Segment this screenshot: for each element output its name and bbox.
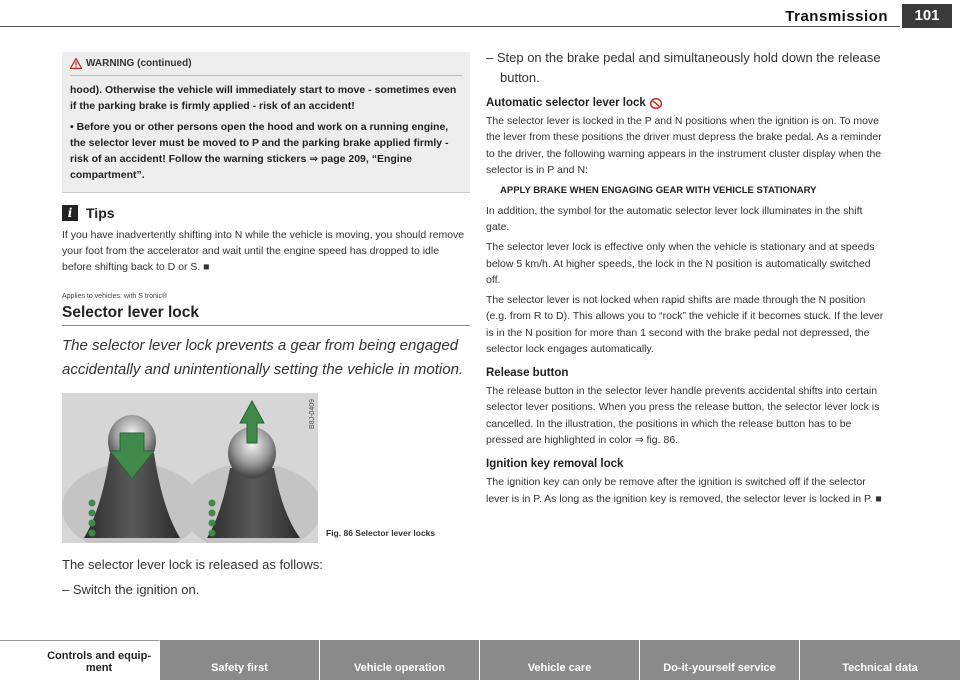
tab-vehicle-care[interactable]: Vehicle care (480, 640, 640, 680)
tab-vehicle-operation[interactable]: Vehicle operation (320, 640, 480, 680)
warning-box (62, 52, 470, 193)
right-column (486, 48, 886, 507)
section-title: Selector lever lock (62, 304, 470, 326)
section-intro: The selector lever lock prevents a gear from being engaged accidentally and unintentionally setting the vehicle in motion. (62, 337, 464, 378)
figure-code: B8J-0409 (309, 398, 316, 429)
tab-diy-service[interactable]: Do-it-yourself service (640, 640, 800, 680)
footer-nav (0, 640, 960, 680)
rapid-shift-text: The selector lever is not locked when rapid shifts are made through the N position (e.g. from R to D). This allows you to “rock” the vehicle if it becomes stuck. If the lever is in the N position for more than 1 second with the brake pedal not depressed, the selector lock engages automatically. (486, 294, 884, 355)
apply-brake-message: APPLY BRAKE WHEN ENGAGING GEAR WITH VEHICLE STATIONARY (500, 185, 817, 197)
warning-para-1: hood). Otherwise the vehicle will immediately start to move - sometimes even if the parking brake is firmly applied - risk of an accident! (70, 84, 457, 113)
auto-lock-heading-text: Automatic selector lever lock (486, 97, 646, 109)
ignition-lock-text: The ignition key can only be remove after the ignition is switched off if the selector lever is in P. As long as the ignition key is removed, the selector lever is locked in P. ■ (486, 476, 882, 505)
release-button-text: The release button in the selector lever handle prevents accidental shifts into certain selector lever positions. When you press the release button, the selector lever lock is cancelled. In the illustration, the positions in which the release button has to be pressed are highlighted in color ⇒ fig. 86. (486, 385, 880, 446)
header-rule (0, 26, 900, 27)
tips-heading-text: Tips (86, 204, 115, 221)
warning-para-2: • Before you or other persons open the hood and work on a running engine, the selector lever must be moved to P and the parking brake applied firmly - risk of an accident! Follow the warning stickers ⇒ page 209, “Engine compartment”. (70, 120, 449, 182)
step-switch-ignition: – Switch the ignition on. (62, 582, 200, 598)
release-button-heading: Release button (486, 367, 569, 380)
selector-lever-illustration (62, 393, 318, 543)
left-column (62, 52, 470, 600)
released-text: The selector lever lock is released as follows: (62, 556, 323, 572)
applies-note: Applies to vehicles: with S tronic® (62, 293, 168, 301)
step-brake-pedal: – Step on the brake pedal and simultaneously hold down the release button. (486, 50, 881, 85)
figure-caption: Fig. 86 Selector lever locks (326, 527, 436, 538)
chapter-title: Transmission (785, 8, 888, 25)
figure-illustration (62, 393, 318, 543)
auto-lock-heading (486, 97, 886, 109)
symbol-text: In addition, the symbol for the automatic selector lever lock illuminates in the shift gate. (486, 204, 863, 234)
tab-technical-data[interactable]: Technical data (800, 640, 960, 680)
tab-safety[interactable]: Safety first (160, 640, 320, 680)
warning-heading (70, 58, 462, 76)
warning-heading-text: WARNING (continued) (86, 58, 192, 69)
warning-triangle-icon (70, 58, 82, 69)
info-icon: i (62, 205, 78, 221)
effective-text: The selector lever lock is effective only when the vehicle is stationary and at speeds below 5 km/h. At higher speeds, the lock in the N position is automatically switched off. (486, 241, 875, 286)
tips-heading (62, 205, 470, 221)
figure (62, 393, 470, 543)
tab-controls[interactable]: Controls and equip- ment (0, 640, 160, 680)
ignition-lock-heading: Ignition key removal lock (486, 458, 624, 471)
selector-lock-icon (650, 98, 662, 109)
tips-text: If you have inadvertently shifting into N while the vehicle is moving, you should remove your foot from the accelerator and wait until the engine speed has dropped to idle before shifting back to D or S. ■ (62, 228, 465, 274)
auto-lock-text: The selector lever is locked in the P and N positions when the ignition is on. To move the lever from these positions the driver must depress the brake pedal. As a reminder to the driver, the following warning appears in the instrument cluster display when the selector is in P and N: (486, 115, 882, 176)
page-number: 101 (902, 4, 952, 28)
